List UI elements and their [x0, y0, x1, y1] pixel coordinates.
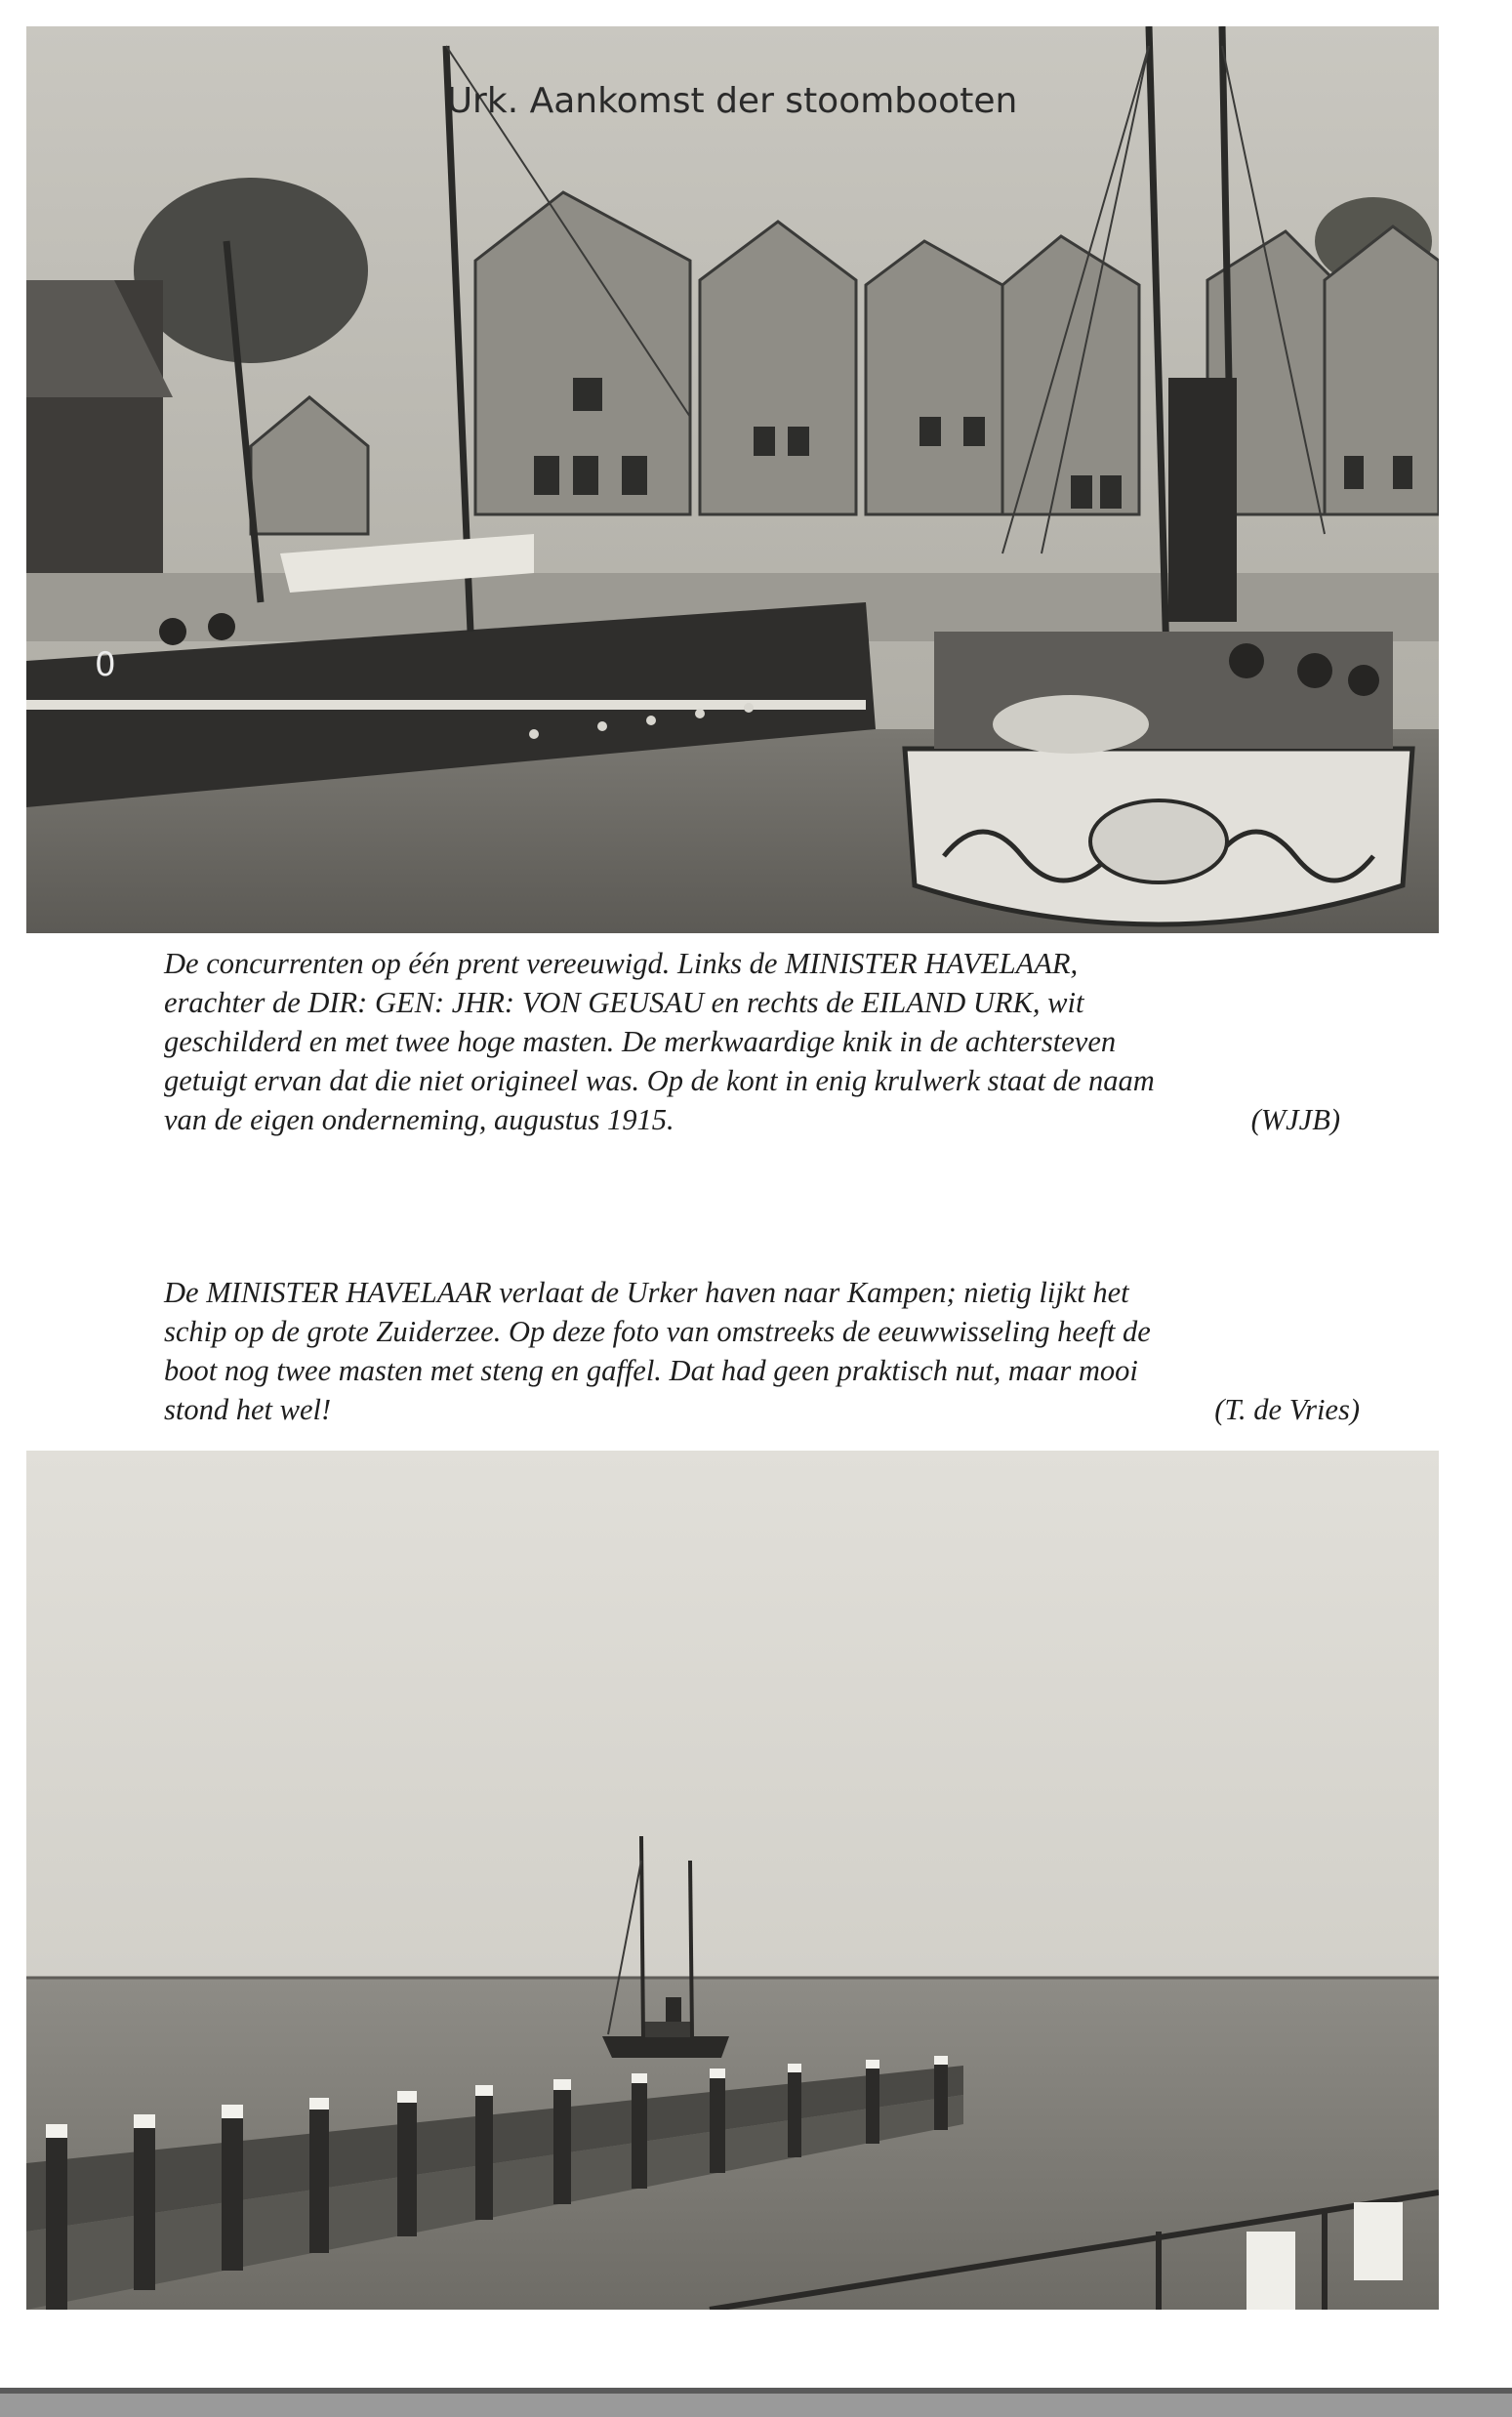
- caption-line: getuigt ervan dat die niet origineel was. Op de kont in enig krulwerk staat de naam: [164, 1064, 1155, 1097]
- caption-top-photo: [164, 944, 1340, 1139]
- caption-line: stond het wel!: [164, 1393, 332, 1426]
- caption-line: schip op de grote Zuiderzee. Op deze foto van omstreeks de eeuwwisseling heeft de: [164, 1315, 1151, 1348]
- caption-last-line: [164, 1100, 1340, 1139]
- harbour-scene: [26, 26, 1439, 933]
- photo-harbour-steamboats: [26, 26, 1439, 933]
- page-bottom-band: [0, 2394, 1512, 2417]
- postcard-title: Urk. Aankomst der stoombooten: [446, 81, 1018, 121]
- caption-line: De MINISTER HAVELAAR verlaat de Urker haven naar Kampen; nietig lijkt het: [164, 1276, 1129, 1309]
- bow-number: 0: [95, 645, 116, 684]
- photo-credit: (T. de Vries): [1214, 1393, 1360, 1426]
- caption-line: De concurrenten op één prent vereeuwigd. Links de MINISTER HAVELAAR,: [164, 947, 1079, 980]
- photo-steamer-leaving-harbour: [26, 1451, 1439, 2310]
- caption-line: erachter de DIR: GEN: JHR: VON GEUSAU en rechts de EILAND URK, wit: [164, 986, 1084, 1019]
- caption-line: boot nog twee masten met steng en gaffel. Dat had geen praktisch nut, maar mooi: [164, 1354, 1138, 1387]
- caption-bottom-photo: [164, 1273, 1360, 1429]
- harbour-entrance-scene: [26, 1451, 1439, 2310]
- caption-last-line: [164, 1390, 1360, 1429]
- caption-line: geschilderd en met twee hoge masten. De merkwaardige knik in de achtersteven: [164, 1025, 1117, 1058]
- caption-line: van de eigen onderneming, augustus 1915.: [164, 1103, 674, 1136]
- photo-credit: (WJJB): [1250, 1103, 1340, 1136]
